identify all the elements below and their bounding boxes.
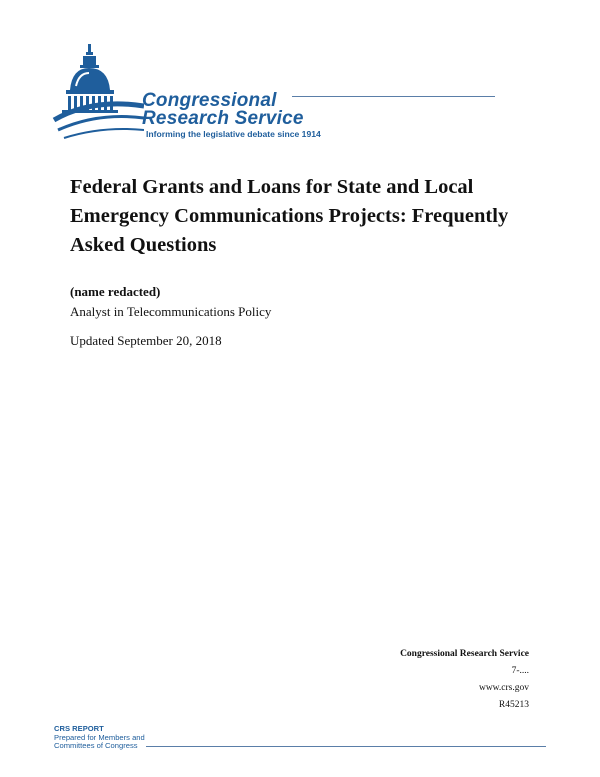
contact-block — [400, 646, 529, 714]
logo-divider — [292, 96, 495, 97]
logo-tagline: Informing the legislative debate since 1914 — [146, 129, 321, 139]
footer-tag: CRS REPORT — [54, 724, 104, 733]
contact-phone: 7-.... — [511, 666, 529, 676]
contact-website: www.crs.gov — [478, 683, 529, 693]
contact-organization: Congressional Research Service — [400, 649, 529, 659]
crs-logo — [52, 40, 552, 150]
capitol-dome-icon — [52, 40, 144, 142]
updated-date: Updated September 20, 2018 — [70, 333, 222, 348]
author-name: (name redacted) — [70, 284, 161, 299]
footer-line1: Prepared for Members and — [54, 732, 145, 742]
logo-name-line2: Research Service — [142, 108, 304, 129]
logo-name-line1: Congressional — [142, 90, 277, 111]
report-number: R45213 — [498, 700, 529, 710]
footer-label — [54, 725, 145, 751]
report-title: Federal Grants and Loans for State and Local Emergency Communications Projects: Frequently Asked Questions — [70, 176, 509, 256]
footer-divider — [146, 746, 546, 747]
author-role: Analyst in Telecommunications Policy — [70, 304, 272, 319]
logo-wordmark — [142, 92, 304, 128]
footer-line2: Committees of Congress — [54, 741, 138, 751]
